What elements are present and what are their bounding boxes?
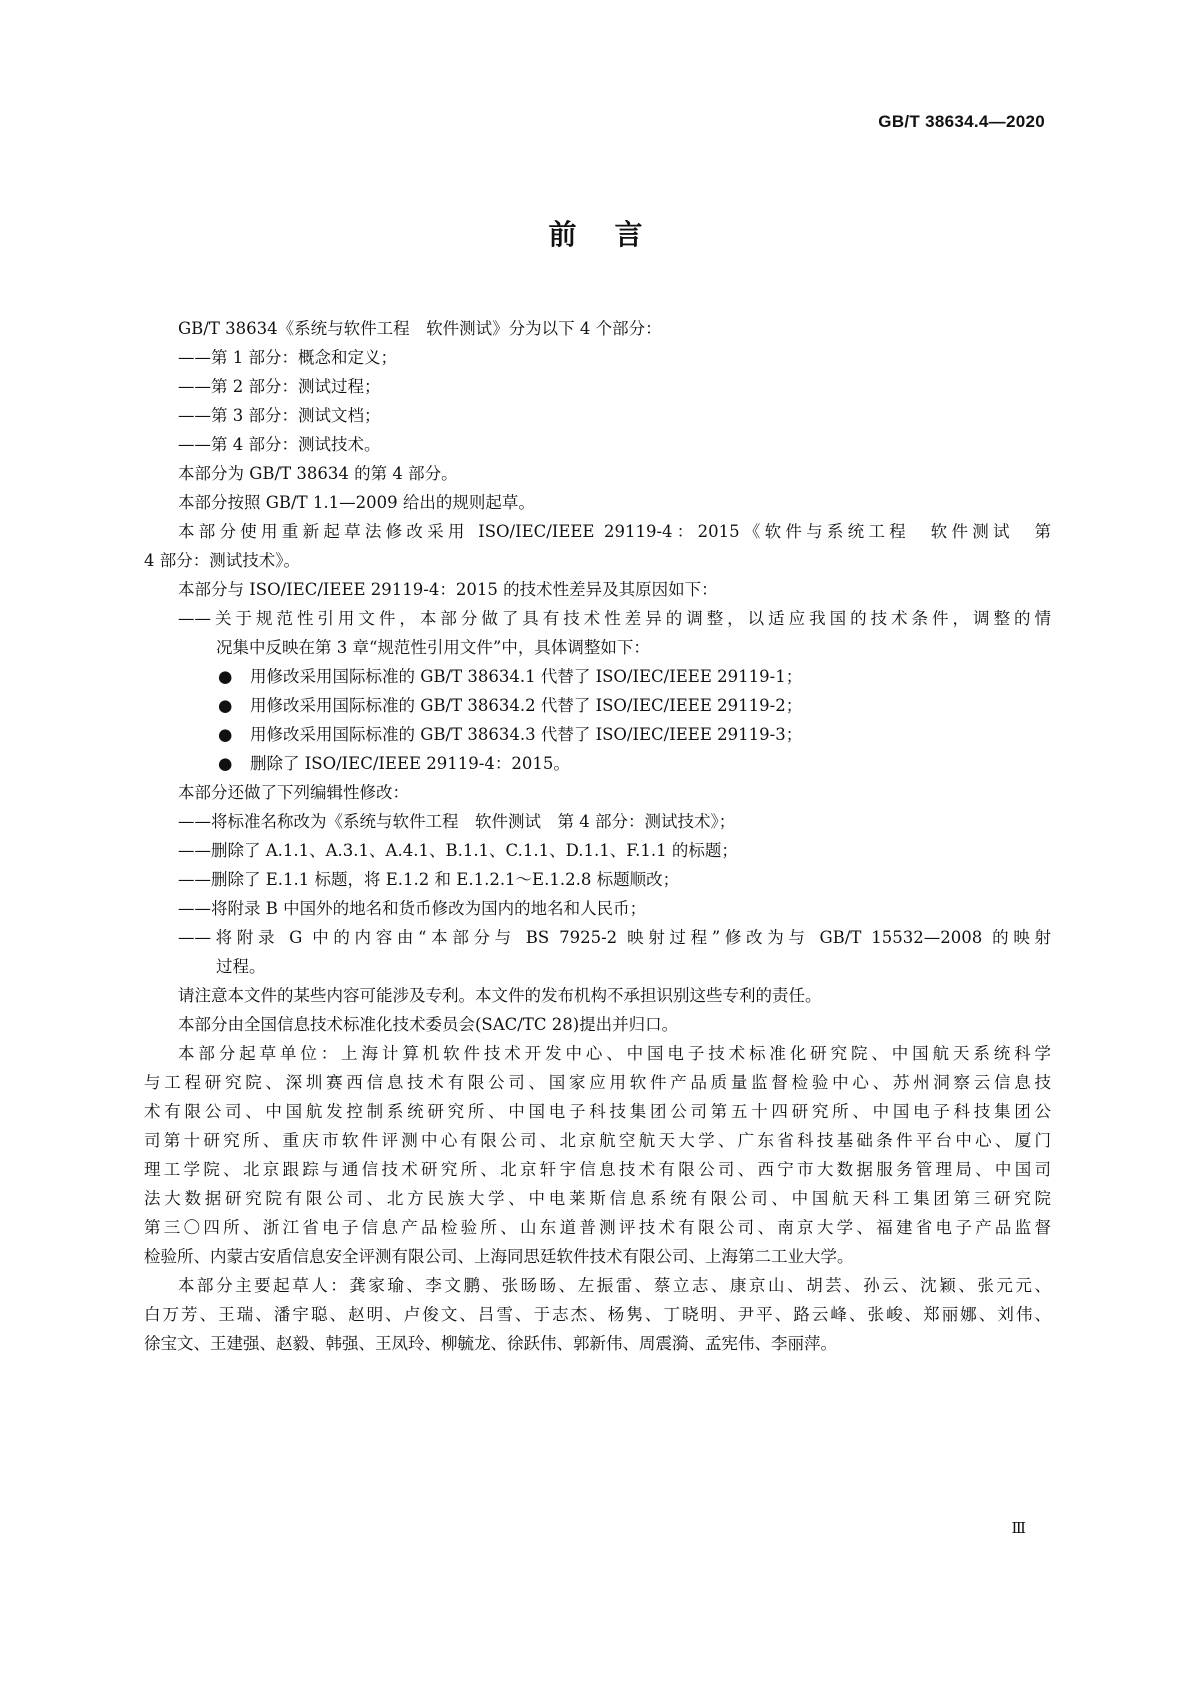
paragraph-drafting-units-line: 检验所、内蒙古安盾信息安全评测有限公司、上海同思廷软件技术有限公司、上海第二工业大学。 <box>144 1247 854 1266</box>
bullet-item <box>144 720 1051 749</box>
paragraph-drafting-units-line: 与工程研究院、深圳赛西信息技术有限公司、国家应用软件产品质量监督检验中心、苏州洞察云信息技 <box>144 1073 1051 1092</box>
paragraph-drafting-units-line: 第三〇四所、浙江省电子信息产品检验所、山东道普测评技术有限公司、南京大学、福建省电子产品监督 <box>144 1218 1051 1237</box>
paragraph-adoption-line-1: 本部分使用重新起草法修改采用 ISO/IEC/IEEE 29119-4：2015《软件与系统工程 软件测试 第 <box>178 522 1051 541</box>
list-item-editorial-line-2: 过程。 <box>216 957 266 976</box>
paragraph-committee: 本部分由全国信息技术标准化技术委员会(SAC/TC 28)提出并归口。 <box>178 1015 679 1034</box>
list-item-editorial: ——删除了 A.1.1、A.3.1、A.4.1、B.1.1、C.1.1、D.1.1、F.1.1 的标题； <box>178 841 738 860</box>
paragraph-adoption-line-2: 4 部分：测试技术》。 <box>144 551 300 570</box>
page-title: 前言 <box>548 218 681 251</box>
page-number: Ⅲ <box>1011 1519 1026 1537</box>
list-item-editorial: ——将附录 B 中国外的地名和货币修改为国内的地名和人民币； <box>178 899 647 918</box>
bullet-icon: ● <box>218 696 233 715</box>
paragraph-technical-differences: 本部分与 ISO/IEC/IEEE 29119-4：2015 的技术性差异及其原因如下： <box>178 580 718 599</box>
paragraph-patent-notice: 请注意本文件的某些内容可能涉及专利。本文件的发布机构不承担识别这些专利的责任。 <box>178 986 822 1005</box>
list-item-normative-refs-line-1: ——关于规范性引用文件，本部分做了具有技术性差异的调整，以适应我国的技术条件，调整的情 <box>178 609 1051 628</box>
list-item-part-1: ——第 1 部分：概念和定义； <box>178 348 397 367</box>
paragraph-drafters-line: 本部分主要起草人：龚家瑜、李文鹏、张旸旸、左振雷、蔡立志、康京山、胡芸、孙云、沈颖、张元元、 <box>178 1276 1051 1295</box>
list-item-part-3: ——第 3 部分：测试文档； <box>178 406 381 425</box>
bullet-item <box>144 662 1051 691</box>
bullet-text: 用修改采用国际标准的 GB/T 38634.3 代替了 ISO/IEC/IEEE 29119-3； <box>250 725 803 744</box>
paragraph-drafters-line: 白万芳、王瑞、潘宇聪、赵明、卢俊文、吕雪、于志杰、杨隽、丁晓明、尹平、路云峰、张峻、郑丽娜、刘伟、 <box>144 1305 1051 1324</box>
paragraph-drafting-rules: 本部分按照 GB/T 1.1—2009 给出的规则起草。 <box>178 493 535 512</box>
paragraph-drafting-units-line: 法大数据研究院有限公司、北方民族大学、中电莱斯信息系统有限公司、中国航天科工集团第三研究院 <box>144 1189 1051 1208</box>
paragraph-drafting-units-line: 术有限公司、中国航发控制系统研究所、中国电子科技集团公司第五十四研究所、中国电子科技集团公 <box>144 1102 1051 1121</box>
paragraph-editorial-changes: 本部分还做了下列编辑性修改： <box>178 783 409 802</box>
paragraph-part-number: 本部分为 GB/T 38634 的第 4 部分。 <box>178 464 458 483</box>
paragraph-parts-intro: GB/T 38634《系统与软件工程 软件测试》分为以下 4 个部分： <box>178 319 662 338</box>
paragraph-drafting-units-line: 本部分起草单位：上海计算机软件技术开发中心、中国电子技术标准化研究院、中国航天系统科学 <box>178 1044 1051 1063</box>
paragraph-drafting-units-line: 理工学院、北京跟踪与通信技术研究所、北京轩宇信息技术有限公司、西宁市大数据服务管理局、中国司 <box>144 1160 1051 1179</box>
document-body <box>144 314 1051 1358</box>
paragraph-drafting-units-line: 司第十研究所、重庆市软件评测中心有限公司、北京航空航天大学、广东省科技基础条件平台中心、厦门 <box>144 1131 1051 1150</box>
list-item-part-2: ——第 2 部分：测试过程； <box>178 377 381 396</box>
paragraph-drafters-line: 徐宝文、王建强、赵毅、韩强、王凤玲、柳毓龙、徐跃伟、郭新伟、周震漪、孟宪伟、李丽萍。 <box>144 1334 837 1353</box>
bullet-item <box>144 691 1051 720</box>
bullet-text: 用修改采用国际标准的 GB/T 38634.2 代替了 ISO/IEC/IEEE 29119-2； <box>250 696 803 715</box>
list-item-editorial-line-1: ——将附录 G 中的内容由“本部分与 BS 7925-2 映射过程”修改为与 GB/T 15532—2008 的映射 <box>178 928 1051 947</box>
bullet-icon: ● <box>218 725 233 744</box>
list-item-editorial: ——删除了 E.1.1 标题，将 E.1.2 和 E.1.2.1～E.1.2.8 标题顺改； <box>178 870 680 889</box>
bullet-item <box>144 749 1051 778</box>
list-item-part-4: ——第 4 部分：测试技术。 <box>178 435 381 454</box>
standard-number: GB/T 38634.4—2020 <box>878 112 1045 131</box>
bullet-text: 用修改采用国际标准的 GB/T 38634.1 代替了 ISO/IEC/IEEE 29119-1； <box>250 667 803 686</box>
list-item-editorial: ——将标准名称改为《系统与软件工程 软件测试 第 4 部分：测试技术》； <box>178 812 736 831</box>
bullet-icon: ● <box>218 754 233 773</box>
bullet-text: 删除了 ISO/IEC/IEEE 29119-4：2015。 <box>250 754 570 773</box>
list-item-normative-refs-line-2: 况集中反映在第 3 章“规范性引用文件”中，具体调整如下： <box>216 638 650 657</box>
bullet-icon: ● <box>218 667 233 686</box>
